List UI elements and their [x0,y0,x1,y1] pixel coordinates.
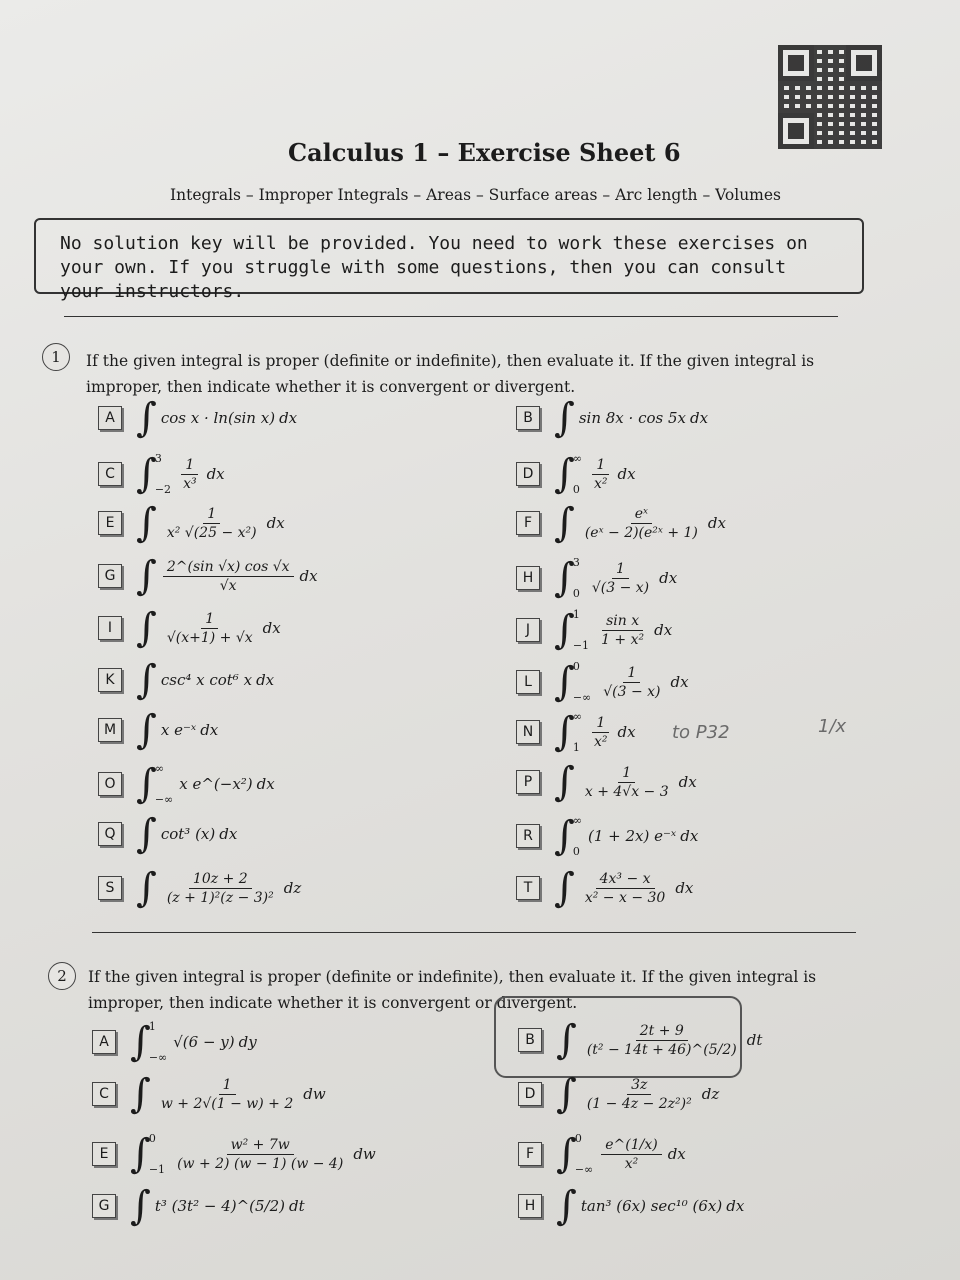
differential: dx [707,514,726,532]
integrand: √(6 − y) [173,1033,235,1051]
integrand: tan³ (6x) sec¹⁰ (6x) [580,1197,723,1215]
integral-expression [136,605,281,651]
denominator: √(x+1) + √x [166,629,253,646]
integral-expression [130,1132,376,1176]
item-label: H [518,1194,542,1218]
item-label: Q [98,822,122,846]
integral-sign: ∫ [554,555,575,601]
handwritten-note: to P32 [672,722,730,743]
qr-code [778,45,882,149]
integral-item [516,452,636,496]
integral-sign: ∫ [136,657,157,703]
item-label: B [516,406,540,430]
integrand: x e⁻ˣ [160,721,197,739]
integral-expression [556,1132,686,1176]
fraction [157,1077,297,1112]
integral-item [92,1071,326,1117]
integral-sign: ∫ [554,395,575,441]
denominator: x² √(25 − x²) [166,524,257,541]
item-label: A [92,1030,116,1054]
integral-sign: ∫ [130,1071,151,1117]
lower-limit: −1 [572,639,590,652]
differential: dx [206,465,225,483]
integral-item [98,707,219,753]
integral-item [98,395,298,441]
integral-expression [554,660,689,704]
upper-limit: ∞ [572,814,583,827]
denominator: x² [594,733,608,750]
denominator: x³ [183,475,197,492]
differential: dx [200,721,219,739]
integral-sign: ∫ [130,1131,151,1177]
integral-expression [130,1071,326,1117]
numerator: 10z + 2 [189,871,252,889]
integral-sign: ∫ [556,1183,577,1229]
integral-item [98,657,275,703]
denominator: 1 + x² [601,631,645,648]
differential: dx [256,775,275,793]
differential: dx [678,773,697,791]
differential: dx [262,619,281,637]
fraction [590,457,612,492]
qr-finder [778,45,814,81]
integral-item [98,762,275,806]
integral-expression [554,710,636,754]
upper-limit: 0 [148,1132,156,1145]
integral-item [98,605,281,651]
differential: dx [680,827,699,845]
denominator: (eˣ − 2)(e²ˣ + 1) [584,524,698,541]
integral-limits [149,1132,165,1176]
denominator: x² − x − 30 [584,889,666,906]
integral-sign: ∫ [554,865,575,911]
differential: dz [283,879,302,897]
integral-item [516,556,677,600]
integral-limits [155,452,171,496]
integrand: sin 8x · cos 5x [578,409,686,427]
integral-sign: ∫ [554,709,575,755]
question-number-1: 1 [42,343,70,371]
item-label: A [98,406,122,430]
item-label: L [516,670,540,694]
integral-item [92,1183,305,1229]
integral-sign: ∫ [136,500,157,546]
upper-limit: 0 [574,1132,582,1145]
item-label: E [98,511,122,535]
upper-limit: 1 [148,1020,156,1033]
lower-limit: −∞ [572,691,592,704]
integral-limits [573,608,589,652]
item-label: K [98,668,122,692]
integral-sign: ∫ [136,761,157,807]
differential: dx [689,409,709,427]
fraction [163,611,257,646]
fraction [581,765,673,800]
lower-limit: 1 [572,741,580,754]
integral-expression [554,814,698,858]
integral-sign: ∫ [130,1019,151,1065]
integral-item [98,500,285,546]
integral-sign: ∫ [136,707,157,753]
integral-expression [136,553,318,599]
integral-item [98,811,238,857]
integral-expression [136,452,225,496]
lower-limit: −2 [154,483,172,496]
integral-sign: ∫ [556,1131,577,1177]
integral-sign: ∫ [554,607,575,653]
integral-item [516,759,697,805]
numerator: 1 [219,1077,236,1095]
integral-sign: ∫ [136,811,157,857]
item-label: B [518,1028,542,1052]
numerator: sin x [602,613,643,631]
notice-box: No solution key will be provided. You need to work these exercises on your own. If you struggle with some questions, then you can consult your instructors. [34,218,864,294]
fraction [583,1077,696,1112]
numerator: 4x³ − x [596,871,655,889]
integral-item [98,452,225,496]
denominator: x + 4√x − 3 [584,783,669,800]
integral-sign: ∫ [136,605,157,651]
upper-limit: 1 [572,608,580,621]
integral-item [516,660,689,704]
qr-finder [846,45,882,81]
differential: dy [238,1033,257,1051]
item-label: P [516,770,540,794]
integral-item [518,1183,745,1229]
item-label: G [92,1194,116,1218]
lower-limit: −∞ [154,793,174,806]
differential: dx [266,514,285,532]
fraction [583,1023,741,1058]
differential: dt [746,1031,763,1049]
differential: dx [667,1145,686,1163]
item-label: M [98,718,122,742]
numerator: 1 [181,457,198,475]
item-label: T [516,876,540,900]
item-label: O [98,772,122,796]
denominator: √x [219,577,237,594]
numerator: 3z [627,1077,651,1095]
integral-sign: ∫ [554,659,575,705]
item-label: F [518,1142,542,1166]
integral-item [518,1132,686,1176]
integrand: x e^(−x²) [179,775,253,793]
item-label: H [516,566,540,590]
lower-limit: 0 [572,587,580,600]
integral-expression [554,608,672,652]
integral-sign: ∫ [554,500,575,546]
lower-limit: 0 [572,483,580,496]
integral-expression [556,1071,720,1117]
item-label: G [98,564,122,588]
denominator: √(3 − x) [603,683,661,700]
integrand: (1 + 2x) e⁻ˣ [588,827,677,845]
integral-item [516,814,698,858]
integrand: csc⁴ x cot⁶ x [160,671,253,689]
divider [92,932,856,933]
differential: dz [701,1085,720,1103]
differential: dw [353,1145,376,1163]
denominator: x² [594,475,608,492]
numerator: 2t + 9 [636,1023,688,1041]
denominator: (1 − 4z − 2z²)² [586,1095,692,1112]
differential: dx [726,1197,745,1215]
integral-expression [136,500,285,546]
denominator: x² [624,1155,639,1172]
differential: dx [617,723,636,741]
numerator: 1 [612,561,629,579]
fraction [581,506,702,541]
fraction [163,559,294,594]
page-title: Calculus 1 – Exercise Sheet 6 [288,138,681,167]
integral-limits [149,1020,167,1064]
integral-sign: ∫ [556,1071,577,1117]
denominator: (t² − 14t + 46)^(5/2) [586,1041,737,1058]
denominator: √(3 − x) [591,579,650,596]
differential: dx [654,621,673,639]
integral-expression [554,395,709,441]
integral-expression [136,865,302,911]
integral-item [518,1017,763,1063]
integral-sign: ∫ [554,813,575,859]
integral-item [516,500,726,546]
denominator: w + 2√(1 − w) + 2 [160,1095,294,1112]
numerator: 1 [201,611,218,629]
differential: dx [617,465,636,483]
integrand: t³ (3t² − 4)^(5/2) [154,1197,286,1215]
upper-limit: ∞ [154,762,165,775]
differential: dx [279,409,298,427]
item-label: F [516,511,540,535]
integral-expression [130,1020,257,1064]
integral-sign: ∫ [556,1017,577,1063]
integral-expression [136,707,219,753]
fraction [597,613,648,648]
integrand: cot³ (x) [160,825,216,843]
divider [64,316,838,317]
upper-limit: 0 [572,660,580,673]
fraction [588,561,653,596]
fraction [601,1137,661,1172]
fraction [163,506,261,541]
fraction [173,1137,347,1172]
differential: dx [256,671,275,689]
differential: dx [675,879,694,897]
integral-item [516,395,709,441]
differential: dw [303,1085,326,1103]
integral-expression [554,556,677,600]
integral-limits [155,762,173,806]
differential: dx [299,567,318,585]
upper-limit: ∞ [572,452,583,465]
integral-item [98,553,318,599]
integral-item [516,608,672,652]
item-label: N [516,720,540,744]
upper-limit: 3 [572,556,580,569]
integrand: cos x · ln(sin x) [160,409,276,427]
integral-item [92,1132,376,1176]
upper-limit: ∞ [572,710,583,723]
differential: dx [670,673,689,691]
item-label: D [516,462,540,486]
item-label: C [92,1082,116,1106]
numerator: 1 [592,715,609,733]
upper-limit: 3 [154,452,162,465]
integral-item [516,865,694,911]
qr-finder [778,113,814,149]
numerator: eˣ [631,506,652,524]
numerator: 2^(sin √x) cos √x [163,559,294,577]
item-label: D [518,1082,542,1106]
question-2-text: If the given integral is proper (definite or indefinite), then evaluate it. If the given integral is improper, then indicate whether it is convergent or divergent. [88,968,817,1012]
integral-expression [554,865,694,911]
question-1-text: If the given integral is proper (definite or indefinite), then evaluate it. If the given integral is improper, then indicate whether it is convergent or divergent. [86,352,815,396]
integral-item [516,710,636,754]
integral-sign: ∫ [136,395,157,441]
fraction [581,871,669,906]
denominator: (w + 2) (w − 1) (w − 4) [177,1155,344,1172]
integral-expression [554,500,726,546]
integral-sign: ∫ [136,865,157,911]
numerator: 1 [203,506,220,524]
item-label: J [516,618,540,642]
integral-expression [556,1183,745,1229]
integral-item [92,1020,257,1064]
page-subtitle: Integrals – Improper Integrals – Areas – Surface areas – Arc length – Volumes [170,186,782,204]
integral-expression [136,657,275,703]
fraction [590,715,612,750]
numerator: 1 [618,765,635,783]
integral-sign: ∫ [554,759,575,805]
integral-limits [575,1132,593,1176]
differential: dx [219,825,238,843]
lower-limit: −∞ [148,1051,168,1064]
integral-expression [136,762,275,806]
numerator: e^(1/x) [601,1137,661,1155]
handwritten-fraction: 1/x [818,716,847,737]
integral-sign: ∫ [554,451,575,497]
denominator: (z + 1)²(z − 3)² [166,889,274,906]
integral-expression [136,395,298,441]
question-number-2: 2 [48,962,76,990]
item-label: E [92,1142,116,1166]
integral-sign: ∫ [130,1183,151,1229]
integral-expression [554,759,697,805]
item-label: C [98,462,122,486]
integral-item [518,1071,720,1117]
integral-expression [556,1017,763,1063]
item-label: I [98,616,122,640]
fraction [599,665,664,700]
differential: dt [289,1197,305,1215]
integral-expression [554,452,636,496]
integral-sign: ∫ [136,553,157,599]
differential: dx [659,569,678,587]
fraction [179,457,201,492]
numerator: 1 [623,665,640,683]
integral-expression [130,1183,305,1229]
item-label: R [516,824,540,848]
integral-item [98,865,302,911]
lower-limit: −∞ [574,1163,594,1176]
numerator: w² + 7w [227,1137,294,1155]
fraction [163,871,278,906]
integral-limits [573,660,591,704]
integral-sign: ∫ [136,451,157,497]
integral-expression [136,811,238,857]
item-label: S [98,876,122,900]
lower-limit: −1 [148,1163,166,1176]
lower-limit: 0 [572,845,580,858]
numerator: 1 [592,457,609,475]
